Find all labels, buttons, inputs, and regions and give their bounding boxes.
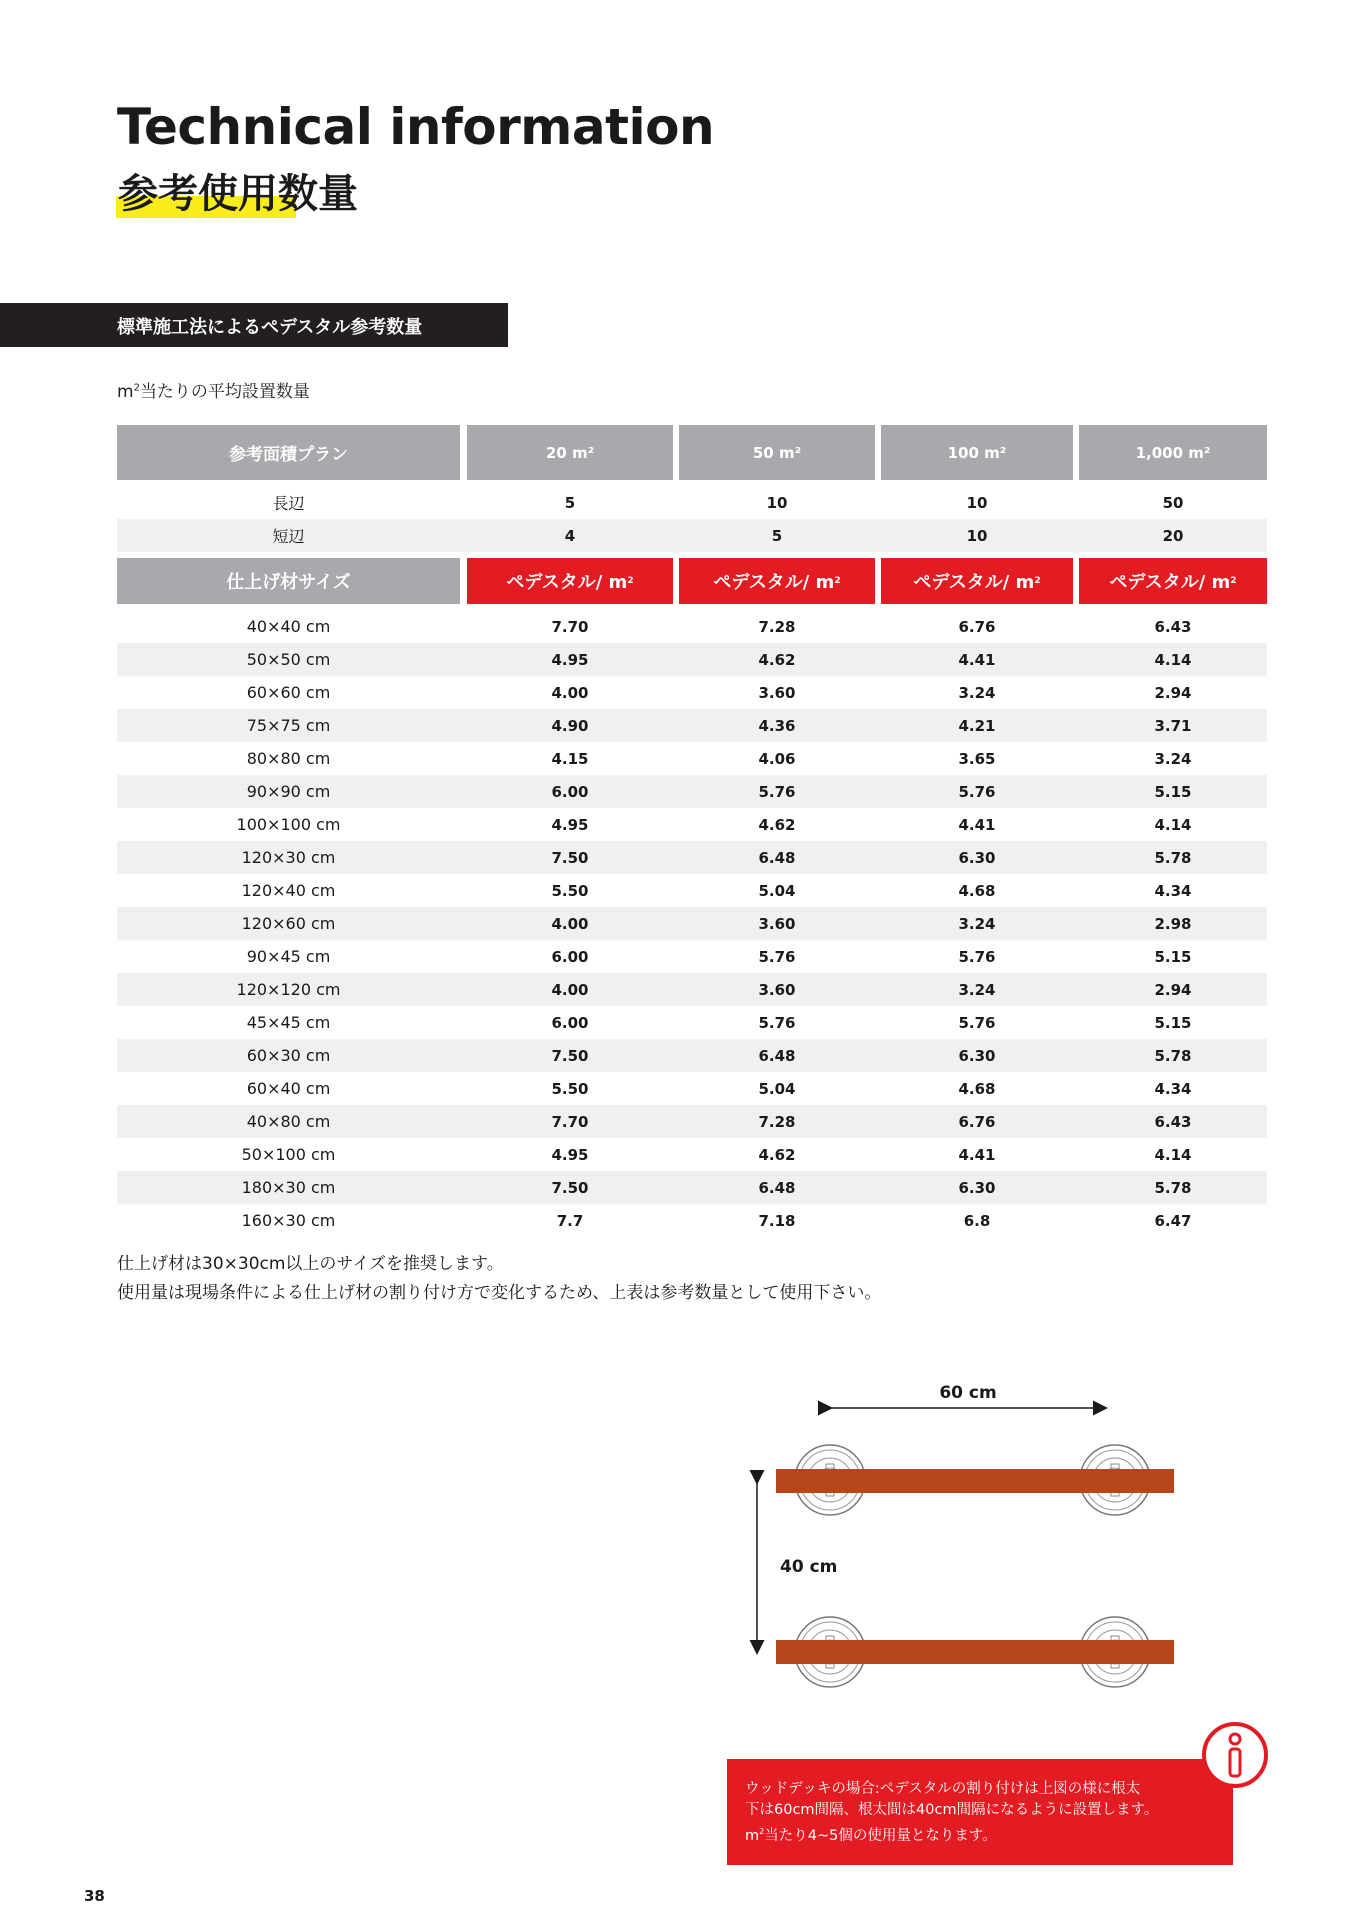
- size-value: 5.04: [758, 881, 796, 900]
- plan-header-col: 1,000 m²: [1079, 425, 1267, 480]
- size-row: [117, 841, 1267, 874]
- size-value: 4.62: [758, 1145, 796, 1164]
- size-row: [117, 709, 1267, 742]
- size-value: 4.14: [1154, 650, 1192, 669]
- size-value: 6.00: [551, 947, 589, 966]
- size-value: 5.76: [958, 947, 996, 966]
- pedestal-per-m2-header: ペデスタル/ m 2: [679, 558, 875, 604]
- plan-label: 短辺: [272, 527, 305, 546]
- size-value: 6.00: [551, 782, 589, 801]
- note-line: 仕上げ材は30×30cm以上のサイズを推奨します。: [117, 1254, 504, 1274]
- plan-row: [117, 519, 1267, 552]
- size-value: 4.15: [551, 749, 589, 768]
- size-value: 6.43: [1154, 1112, 1192, 1131]
- page-title: Technical information: [117, 98, 715, 156]
- size-value: 3.60: [758, 914, 796, 933]
- size-value: 6.48: [758, 1178, 796, 1197]
- note-line: 使用量は現場条件による仕上げ材の割り付け方で変化するため、上表は参考数量として使用下さい。: [117, 1283, 882, 1303]
- size-value: 6.76: [958, 1112, 996, 1131]
- size-value: 4.21: [958, 716, 996, 735]
- size-value: 5.76: [758, 947, 796, 966]
- size-value: 4.06: [758, 749, 796, 768]
- notes: [117, 1250, 881, 1308]
- plan-header-col: 50 m²: [679, 425, 875, 480]
- size-value: 3.60: [758, 683, 796, 702]
- size-value: 3.71: [1154, 716, 1192, 735]
- height-dimension-label: 40 cm: [780, 1557, 838, 1577]
- plan-value: 10: [966, 493, 988, 512]
- size-value: 4.95: [551, 650, 589, 669]
- section-label-bar: [0, 303, 508, 347]
- size-label: 120×40 cm: [241, 881, 336, 900]
- plan-header-col: 20 m²: [467, 425, 673, 480]
- size-value: 7.7: [556, 1211, 584, 1230]
- size-value: 3.24: [958, 914, 996, 933]
- size-value: 4.14: [1154, 1145, 1192, 1164]
- plan-label: 長辺: [272, 494, 305, 513]
- plan-rows: [117, 486, 1267, 552]
- size-row: [117, 1138, 1267, 1171]
- size-row: [117, 940, 1267, 973]
- size-label: 60×40 cm: [246, 1079, 331, 1098]
- size-value: 6.30: [958, 1178, 996, 1197]
- size-value: 4.00: [551, 683, 589, 702]
- page-number: 38: [84, 1887, 105, 1905]
- joist-board: [776, 1469, 1174, 1493]
- size-label: 180×30 cm: [241, 1178, 336, 1197]
- plan-value: 20: [1162, 526, 1184, 545]
- size-row: [117, 775, 1267, 808]
- size-value: 5.78: [1154, 1178, 1192, 1197]
- size-value: 7.18: [758, 1211, 796, 1230]
- pedestal-per-m2-header: ペデスタル/ m 2: [1079, 558, 1267, 604]
- size-value: 7.28: [758, 1112, 796, 1131]
- size-row: [117, 1171, 1267, 1204]
- size-row: [117, 907, 1267, 940]
- size-value: 5.50: [551, 881, 589, 900]
- size-value: 7.70: [551, 1112, 589, 1131]
- size-label: 90×90 cm: [246, 782, 331, 801]
- size-label: 45×45 cm: [246, 1013, 331, 1032]
- size-value: 4.95: [551, 815, 589, 834]
- size-value: 6.43: [1154, 617, 1192, 636]
- size-value: 6.30: [958, 848, 996, 867]
- size-value: 4.36: [758, 716, 796, 735]
- plan-header-col: 100 m²: [881, 425, 1073, 480]
- size-label: 120×60 cm: [241, 914, 336, 933]
- size-value: 6.76: [958, 617, 996, 636]
- size-value: 2.94: [1154, 683, 1192, 702]
- section-label: 標準施工法によるペデスタル参考数量: [117, 317, 423, 338]
- size-value: 7.50: [551, 1046, 589, 1065]
- size-value: 5.76: [758, 782, 796, 801]
- size-value: 4.41: [958, 650, 996, 669]
- pedestal-quantity-table: [117, 425, 1267, 1237]
- size-label: 50×50 cm: [246, 650, 331, 669]
- size-value: 5.78: [1154, 1046, 1192, 1065]
- size-label: 75×75 cm: [246, 716, 331, 735]
- plan-header-label: 参考面積プラン: [117, 425, 460, 480]
- pedestal-per-m2-header: ペデスタル/ m 2: [467, 558, 673, 604]
- size-label: 120×120 cm: [236, 980, 341, 999]
- table-caption: [117, 377, 310, 402]
- size-label: 80×80 cm: [246, 749, 331, 768]
- size-value: 3.24: [958, 683, 996, 702]
- size-value: 5.78: [1154, 848, 1192, 867]
- caption-unit-sup: 2: [133, 382, 140, 394]
- plan-value: 5: [564, 493, 576, 512]
- size-label: 40×40 cm: [246, 617, 331, 636]
- size-row: [117, 1072, 1267, 1105]
- size-value: 5.15: [1154, 947, 1192, 966]
- info-box: [727, 1759, 1233, 1865]
- size-label: 40×80 cm: [246, 1112, 331, 1131]
- size-label: 50×100 cm: [241, 1145, 336, 1164]
- size-row: [117, 808, 1267, 841]
- size-value: 5.50: [551, 1079, 589, 1098]
- size-value: 6.30: [958, 1046, 996, 1065]
- size-row: [117, 874, 1267, 907]
- size-value: 3.60: [758, 980, 796, 999]
- size-value: 7.50: [551, 848, 589, 867]
- size-value: 4.34: [1154, 881, 1192, 900]
- size-value: 4.41: [958, 815, 996, 834]
- caption-unit: m: [117, 382, 134, 402]
- size-value: 3.65: [958, 749, 996, 768]
- plan-row: [117, 486, 1267, 519]
- size-value: 5.15: [1154, 1013, 1192, 1032]
- plan-value: 10: [966, 526, 988, 545]
- plan-value: 5: [771, 526, 783, 545]
- plan-value: 4: [564, 526, 576, 545]
- size-value: 3.24: [1154, 749, 1192, 768]
- size-value: 4.14: [1154, 815, 1192, 834]
- plan-value: 10: [766, 493, 788, 512]
- size-row: [117, 742, 1267, 775]
- size-header-row: [117, 558, 1267, 604]
- page-subtitle: [118, 166, 358, 222]
- size-value: 4.68: [958, 881, 996, 900]
- plan-value: 50: [1162, 493, 1184, 512]
- size-value: 2.94: [1154, 980, 1192, 999]
- size-value: 5.76: [958, 782, 996, 801]
- pedestal-per-m2-header: ペデスタル/ m 2: [881, 558, 1073, 604]
- size-value: 5.76: [758, 1013, 796, 1032]
- size-value: 6.8: [963, 1211, 991, 1230]
- size-label: 90×45 cm: [246, 947, 331, 966]
- size-row: [117, 610, 1267, 643]
- size-value: 6.00: [551, 1013, 589, 1032]
- size-row: [117, 1006, 1267, 1039]
- size-value: 5.15: [1154, 782, 1192, 801]
- pedestal-layout-diagram: [740, 1370, 1200, 1690]
- joist-board: [776, 1640, 1174, 1664]
- size-value: 4.90: [551, 716, 589, 735]
- size-value: 2.98: [1154, 914, 1192, 933]
- size-value: 6.48: [758, 1046, 796, 1065]
- info-text: ウッドデッキの場合:ペデスタルの割り付けは上図の様に根太 下は60cm間隔、根太間は40cm間隔になるように設置します。 $m^2$当たり4~5個の使用量となります。: [745, 1781, 1159, 1844]
- size-value: 4.41: [958, 1145, 996, 1164]
- size-value: 4.62: [758, 815, 796, 834]
- size-header-label: 仕上げ材サイズ: [117, 558, 460, 604]
- size-value: 4.68: [958, 1079, 996, 1098]
- size-row: [117, 1039, 1267, 1072]
- size-label: 120×30 cm: [241, 848, 336, 867]
- plan-header-row: [117, 425, 1267, 480]
- size-value: 4.62: [758, 650, 796, 669]
- size-label: 60×30 cm: [246, 1046, 331, 1065]
- size-row: [117, 643, 1267, 676]
- size-value: 4.00: [551, 980, 589, 999]
- size-value: 4.34: [1154, 1079, 1192, 1098]
- info-icon: [1200, 1720, 1270, 1790]
- size-value: 4.95: [551, 1145, 589, 1164]
- size-value: 5.04: [758, 1079, 796, 1098]
- size-row: [117, 1105, 1267, 1138]
- size-value: 5.76: [958, 1013, 996, 1032]
- size-label: 160×30 cm: [241, 1211, 336, 1230]
- caption-text: 当たりの平均設置数量: [139, 382, 310, 402]
- subtitle-text: 参考使用数量: [118, 171, 358, 217]
- size-value: 4.00: [551, 914, 589, 933]
- size-value: 7.70: [551, 617, 589, 636]
- size-value: 6.47: [1154, 1211, 1192, 1230]
- size-label: 100×100 cm: [236, 815, 341, 834]
- size-row: [117, 1204, 1267, 1237]
- size-row: [117, 676, 1267, 709]
- width-dimension-label: 60 cm: [939, 1383, 997, 1403]
- size-value: 6.48: [758, 848, 796, 867]
- size-row: [117, 973, 1267, 1006]
- size-rows: [117, 610, 1267, 1237]
- size-value: 3.24: [958, 980, 996, 999]
- size-value: 7.28: [758, 617, 796, 636]
- size-value: 7.50: [551, 1178, 589, 1197]
- size-label: 60×60 cm: [246, 683, 331, 702]
